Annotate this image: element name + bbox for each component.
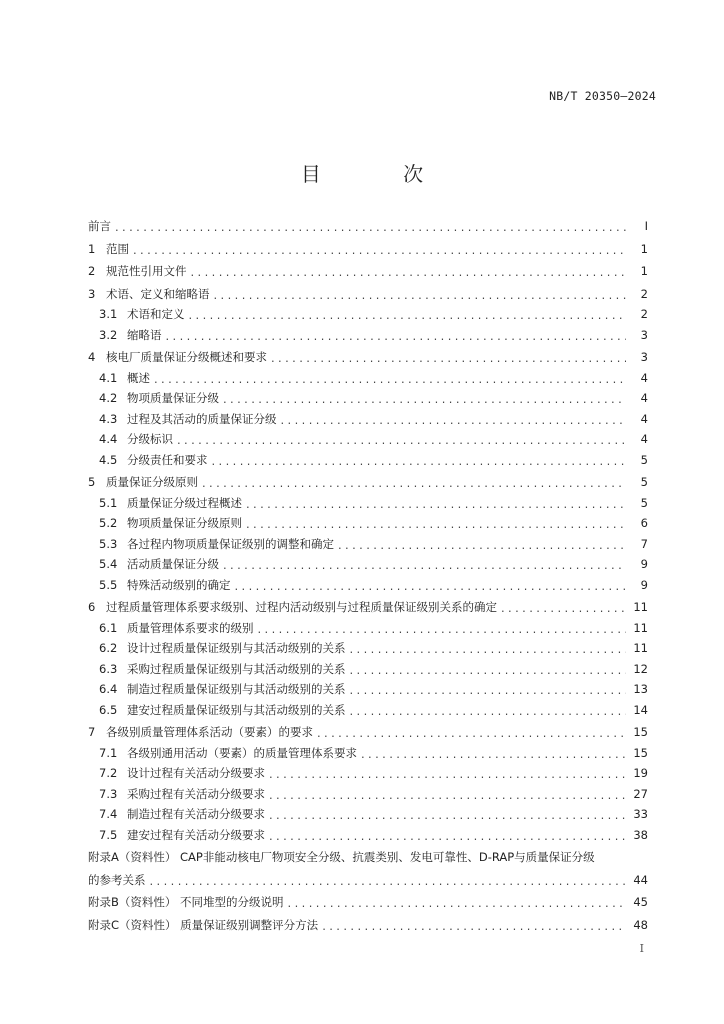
- dot-leader: [269, 767, 626, 781]
- dot-leader: [246, 517, 626, 531]
- toc-entry-page: 14: [633, 702, 648, 717]
- toc-entry-label: 物项质量保证分级原则: [127, 516, 242, 530]
- toc-entry-label: 分级标识: [127, 432, 173, 446]
- toc-entry[interactable]: [88, 474, 648, 495]
- toc-entry[interactable]: [88, 306, 648, 327]
- toc-entry-number: 6: [88, 600, 96, 614]
- toc-entry[interactable]: [88, 786, 648, 807]
- toc-entry-number: 1: [88, 241, 96, 256]
- dot-leader: [235, 579, 627, 593]
- toc-entry-page: 7: [640, 536, 648, 551]
- toc-entry-label: 概述: [127, 370, 150, 385]
- toc-entry-page: 3: [640, 350, 648, 364]
- toc-entry[interactable]: [88, 640, 648, 661]
- toc-entry[interactable]: [88, 765, 648, 786]
- toc-entry[interactable]: [88, 495, 648, 516]
- toc-entry-number: 7.4: [99, 807, 118, 821]
- footer-page-number: I: [639, 942, 644, 955]
- toc-entry[interactable]: [88, 724, 648, 745]
- dot-leader: [271, 351, 626, 365]
- toc-entry-label: 附录C（资料性） 质量保证级别调整评分方法: [88, 917, 319, 932]
- dot-leader: [258, 622, 627, 636]
- toc-entry-number: 5.2: [99, 516, 118, 530]
- toc-entry-number: 6.1: [99, 620, 118, 635]
- toc-entry-page: 2: [640, 286, 648, 301]
- toc-appendix-entry[interactable]: [88, 917, 648, 938]
- toc-entry-page: 3: [640, 327, 648, 342]
- toc-entry[interactable]: [88, 745, 648, 766]
- toc-entry-number: 5.3: [99, 536, 118, 551]
- toc-entry-label: 核电厂质量保证分级概述和要求: [106, 350, 267, 364]
- toc-entry-page: 11: [633, 641, 648, 655]
- dot-leader: [288, 896, 626, 910]
- dot-leader: [246, 497, 626, 511]
- toc-entry[interactable]: [88, 218, 648, 239]
- toc-entry[interactable]: [88, 411, 648, 432]
- toc-entry-page: 5: [640, 495, 648, 510]
- toc-entry-number: 7.1: [99, 745, 118, 760]
- dot-leader: [189, 308, 627, 322]
- dot-leader: [269, 808, 626, 822]
- toc-entry-number: 6.2: [99, 641, 118, 655]
- toc-entry-page: 44: [633, 872, 648, 887]
- dot-leader: [223, 392, 626, 406]
- dot-leader: [223, 558, 626, 572]
- page-title: 目 次: [300, 162, 462, 186]
- dot-leader: [214, 288, 627, 302]
- toc-entry-page: 11: [633, 600, 648, 614]
- dot-leader: [350, 642, 627, 656]
- toc-entry-page: 38: [633, 827, 648, 842]
- toc-entry-page: 5: [640, 475, 648, 489]
- appendix-title: 附录A（资料性） CAP非能动核电厂物项安全分级、抗震类别、发电可靠性、D-RAP与质量保证分级: [88, 850, 595, 864]
- toc-entry-label: 设计过程有关活动分级要求: [127, 766, 265, 780]
- toc-entry-page: 13: [633, 682, 648, 696]
- toc-entry-number: 4.5: [99, 452, 118, 467]
- toc-entry[interactable]: [88, 702, 648, 723]
- toc-entry-label: 采购过程有关活动分级要求: [127, 786, 265, 801]
- toc-entry-label: 质量保证分级过程概述: [127, 495, 242, 510]
- toc-entry-label: 活动质量保证分级: [127, 557, 219, 571]
- toc-entry[interactable]: [88, 536, 648, 557]
- toc-entry-number: 7.2: [99, 766, 118, 780]
- toc-entry-label: 设计过程质量保证级别与其活动级别的关系: [127, 641, 346, 655]
- toc-entry-page: 19: [633, 766, 648, 780]
- dot-leader: [166, 329, 627, 343]
- toc-entry[interactable]: [88, 286, 648, 307]
- dot-leader: [350, 663, 627, 677]
- dot-leader: [212, 454, 627, 468]
- dot-leader: [269, 788, 626, 802]
- toc-entry-label: 过程及其活动的质量保证分级: [127, 411, 277, 426]
- toc-entry-page: 1: [640, 264, 648, 278]
- toc-entry[interactable]: [88, 661, 648, 682]
- dot-leader: [501, 601, 626, 615]
- toc-entry-page: 9: [640, 557, 648, 571]
- dot-leader: [150, 874, 627, 888]
- toc-entry[interactable]: [88, 599, 648, 620]
- toc-entry-label: 采购过程质量保证级别与其活动级别的关系: [127, 661, 346, 676]
- toc-entry[interactable]: [88, 681, 648, 702]
- dot-leader: [281, 413, 627, 427]
- dot-leader: [115, 220, 626, 234]
- toc-entry-number: 3: [88, 286, 96, 301]
- toc-entry-label: 各级别通用活动（要素）的质量管理体系要求: [127, 745, 357, 760]
- toc-entry[interactable]: [88, 827, 648, 848]
- toc-entry-page: 12: [633, 661, 648, 676]
- toc-entry-label: 缩略语: [127, 327, 162, 342]
- toc-entry-label: 过程质量管理体系要求级别、过程内活动级别与过程质量保证级别关系的确定: [106, 600, 497, 614]
- toc-entry-page: 11: [633, 620, 648, 635]
- toc-entry[interactable]: [88, 577, 648, 598]
- toc-appendix-entry[interactable]: [88, 894, 648, 915]
- toc-entry-number: 6.5: [99, 702, 118, 717]
- toc-entry-page: 15: [633, 745, 648, 760]
- toc-entry-page: 4: [640, 411, 648, 426]
- toc-entry-page: 4: [640, 432, 648, 446]
- dot-leader: [177, 433, 626, 447]
- toc-entry-number: 7.3: [99, 786, 118, 801]
- dot-leader: [338, 538, 626, 552]
- dot-leader: [322, 919, 626, 933]
- toc-entry-number: 5.4: [99, 557, 118, 571]
- toc-entry-page: 9: [640, 577, 648, 592]
- toc-entry-page: I: [644, 219, 648, 233]
- toc-entry[interactable]: [88, 515, 648, 536]
- toc-entry-page: 15: [633, 725, 648, 739]
- toc-entry-label: 特殊活动级别的确定: [127, 577, 231, 592]
- toc-entry-label: 质量管理体系要求的级别: [127, 620, 254, 635]
- toc-entry[interactable]: [88, 431, 648, 452]
- toc-appendix-entry[interactable]: [88, 872, 648, 893]
- toc-entry[interactable]: [88, 370, 648, 391]
- toc-entry-number: 5.1: [99, 495, 118, 510]
- dot-leader: [191, 265, 627, 279]
- toc-entry-label: 的参考关系: [88, 872, 146, 887]
- toc-entry[interactable]: [88, 620, 648, 641]
- toc-entry-label: 制造过程质量保证级别与其活动级别的关系: [127, 682, 346, 696]
- toc-entry-page: 5: [640, 452, 648, 467]
- toc-entry-label: 范围: [106, 241, 129, 256]
- toc-entry[interactable]: [88, 390, 648, 411]
- dot-leader: [317, 726, 626, 740]
- toc-entry-page: 6: [640, 516, 648, 530]
- dot-leader: [133, 243, 626, 257]
- toc-entry-label: 质量保证分级原则: [106, 475, 198, 489]
- toc-entry-label: 制造过程有关活动分级要求: [127, 807, 265, 821]
- toc-entry-number: 3.2: [99, 327, 118, 342]
- dot-leader: [269, 829, 626, 843]
- toc-entry-number: 3.1: [99, 307, 118, 321]
- toc-entry[interactable]: [88, 806, 648, 827]
- toc-entry-label: 各级别质量管理体系活动（要素）的要求: [106, 725, 313, 739]
- toc-entry-label: 各过程内物项质量保证级别的调整和确定: [127, 536, 334, 551]
- appendix-title-line: [88, 849, 648, 870]
- toc-entry-number: 2: [88, 264, 96, 278]
- toc-entry-number: 4.4: [99, 432, 118, 446]
- toc-entry[interactable]: [88, 349, 648, 370]
- toc-entry[interactable]: [88, 452, 648, 473]
- toc-entry-number: 6.3: [99, 661, 118, 676]
- toc-entry-number: 5: [88, 475, 96, 489]
- toc-entry-page: 1: [640, 241, 648, 256]
- toc-entry-number: 6.4: [99, 682, 118, 696]
- toc-entry-label: 术语和定义: [127, 307, 185, 321]
- toc-entry-label: 建安过程有关活动分级要求: [127, 827, 265, 842]
- toc-entry-number: 4.2: [99, 391, 118, 405]
- toc-entry[interactable]: [88, 241, 648, 262]
- toc-entry-page: 4: [640, 391, 648, 405]
- toc-entry-number: 4: [88, 350, 96, 364]
- document-code: NB/T 20350—2024: [549, 89, 656, 103]
- dot-leader: [350, 683, 627, 697]
- toc-entry-number: 5.5: [99, 577, 118, 592]
- toc-entry-label: 术语、定义和缩略语: [106, 286, 210, 301]
- table-of-contents: [88, 218, 648, 937]
- toc-entry-page: 45: [633, 895, 648, 909]
- dot-leader: [361, 747, 626, 761]
- toc-entry[interactable]: [88, 263, 648, 284]
- toc-entry-label: 附录B（资料性） 不同堆型的分级说明: [88, 895, 284, 909]
- toc-entry-number: 7.5: [99, 827, 118, 842]
- toc-entry-label: 建安过程质量保证级别与其活动级别的关系: [127, 702, 346, 717]
- toc-entry-page: 27: [633, 786, 648, 801]
- toc-entry[interactable]: [88, 556, 648, 577]
- toc-entry-label: 规范性引用文件: [106, 264, 187, 278]
- dot-leader: [154, 372, 626, 386]
- toc-entry-page: 2: [640, 307, 648, 321]
- toc-entry-number: 4.3: [99, 411, 118, 426]
- toc-entry-number: 4.1: [99, 370, 118, 385]
- dot-leader: [202, 476, 626, 490]
- dot-leader: [350, 704, 627, 718]
- toc-entry-page: 33: [633, 807, 648, 821]
- toc-entry-label: 物项质量保证分级: [127, 391, 219, 405]
- toc-entry-page: 4: [640, 370, 648, 385]
- toc-entry[interactable]: [88, 327, 648, 348]
- toc-entry-label: 分级责任和要求: [127, 452, 208, 467]
- toc-entry-page: 48: [633, 917, 648, 932]
- toc-entry-label: 前言: [88, 219, 111, 233]
- toc-entry-number: 7: [88, 725, 96, 739]
